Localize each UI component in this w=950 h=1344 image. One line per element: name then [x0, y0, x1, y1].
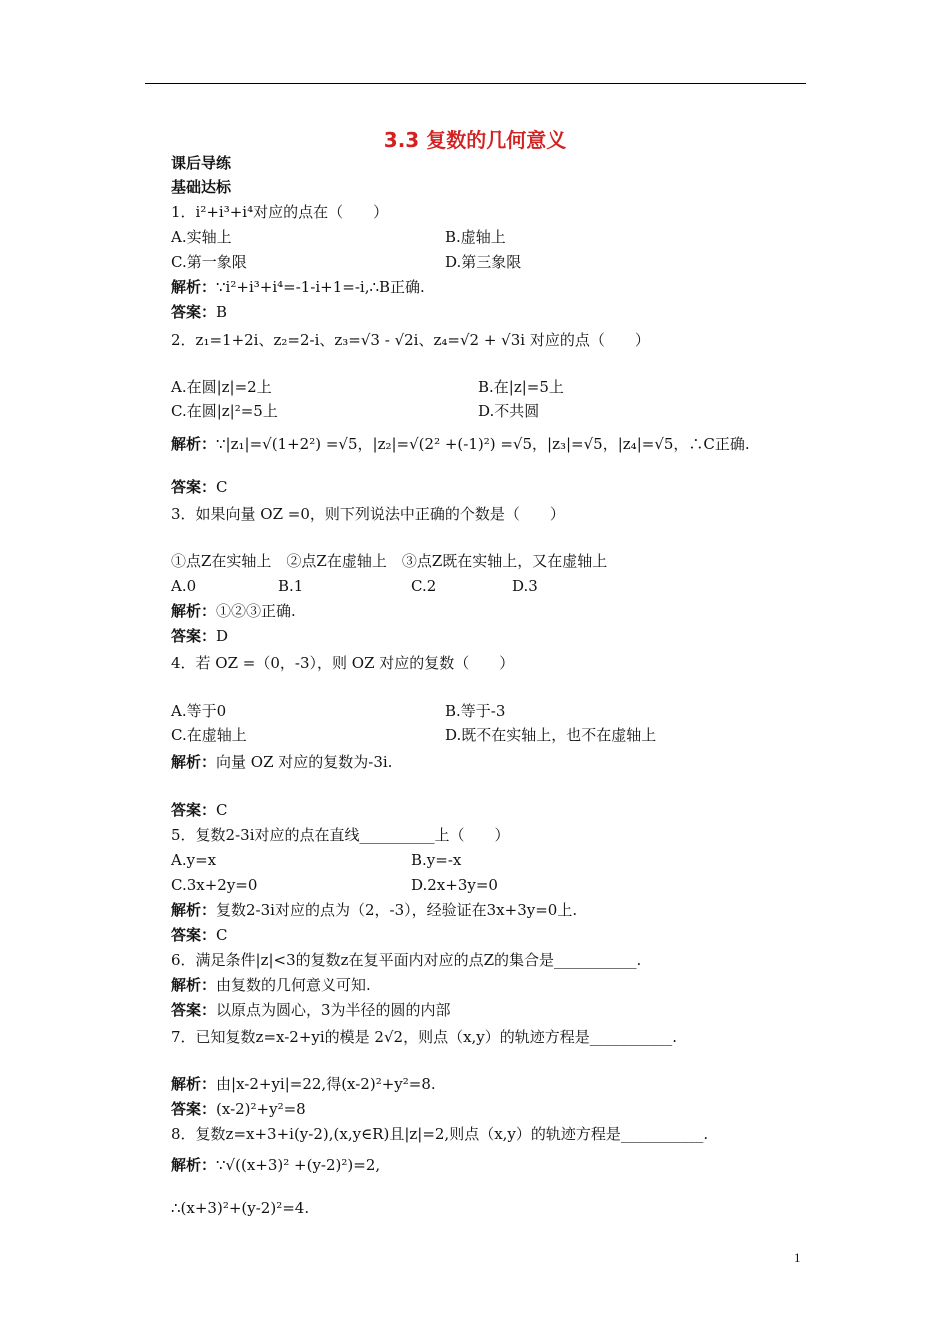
conclusion: ∴(x+3)²+(y-2)²=4.	[171, 1199, 310, 1217]
option: B.在|z|=5上	[478, 378, 564, 396]
option: A.在圆|z|=2上	[171, 378, 272, 396]
answer-label: 答案：	[171, 926, 217, 944]
analysis: 解析：①②③正确.	[171, 602, 296, 620]
option: B.等于-3	[445, 702, 506, 720]
analysis-label: 解析：	[171, 753, 217, 771]
question: 8．复数z=x+3+i(y-2),(x,y∈R)且|z|=2,则点（x,y）的轨迹方程是___________.	[171, 1125, 709, 1143]
answer-label: 答案：	[171, 627, 217, 645]
analysis-label: 解析：	[171, 278, 217, 296]
question: 2．z₁=1+2i、z₂=2-i、z₃=√3 - √2i、z₄=√2 + √3i 对应的点（ ）	[171, 331, 650, 349]
page-title: 3.3 复数的几何意义	[383, 128, 567, 152]
option: D.既不在实轴上，也不在虚轴上	[445, 726, 657, 744]
question: 1．i²+i³+i⁴对应的点在（ ）	[171, 203, 389, 221]
analysis: 解析：复数2-3i对应的点为（2，-3），经验证在3x+3y=0上.	[171, 901, 578, 919]
question: 5．复数2-3i对应的点在直线__________上（ ）	[171, 826, 510, 844]
option: D.3	[512, 577, 538, 595]
answer-label: 答案：	[171, 303, 217, 321]
option: C.3x+2y=0	[171, 876, 258, 894]
option: A.y=x	[171, 851, 217, 869]
analysis-label: 解析：	[171, 901, 217, 919]
answer-label: 答案：	[171, 1100, 217, 1118]
option: D.第三象限	[445, 253, 522, 271]
option: C.第一象限	[171, 253, 247, 271]
question: 4．若 OZ =（0，-3），则 OZ 对应的复数（ ）	[171, 654, 515, 672]
section-heading: 基础达标	[171, 178, 232, 196]
answer-label: 答案：	[171, 801, 217, 819]
option: B.虚轴上	[445, 228, 506, 246]
statements: ①点Z在实轴上 ②点Z在虚轴上 ③点Z既在实轴上，又在虚轴上	[171, 552, 608, 570]
option: D.不共圆	[478, 402, 540, 420]
analysis-label: 解析：	[171, 1156, 217, 1174]
analysis: 解析：∵√((x+3)² +(y-2)²)=2,	[171, 1156, 381, 1174]
option: B.1	[278, 577, 304, 595]
answer: 答案：(x-2)²+y²=8	[171, 1100, 306, 1118]
answer: 答案：C	[171, 926, 228, 944]
option: A.实轴上	[171, 228, 232, 246]
answer-label: 答案：	[171, 478, 217, 496]
answer: 答案：C	[171, 478, 228, 496]
answer: 答案：以原点为圆心，3为半径的圆的内部	[171, 1001, 451, 1019]
analysis-label: 解析：	[171, 976, 217, 994]
answer: 答案：C	[171, 801, 228, 819]
analysis: 解析：∵i²+i³+i⁴=-1-i+1=-i,∴B正确.	[171, 278, 425, 296]
analysis: 解析：∵|z₁|=√(1+2²) =√5，|z₂|=√(2² +(-1)²) =√5，|z₃|=√5，|z₄|=√5，∴C正确.	[171, 435, 750, 453]
question: 7．已知复数z=x-2+yi的模是 2√2，则点（x,y）的轨迹方程是___________.	[171, 1028, 678, 1046]
analysis-label: 解析：	[171, 1075, 217, 1093]
question: 3．如果向量 OZ =0，则下列说法中正确的个数是（ ）	[171, 505, 565, 523]
section-heading: 课后导练	[171, 154, 232, 172]
option: C.在虚轴上	[171, 726, 247, 744]
analysis: 解析：向量 OZ 对应的复数为-3i.	[171, 753, 393, 771]
answer: 答案：B	[171, 303, 228, 321]
option: C.在圆|z|²=5上	[171, 402, 278, 420]
option: D.2x+3y=0	[411, 876, 498, 894]
analysis: 解析：由复数的几何意义可知.	[171, 976, 371, 994]
page-number: 1	[794, 1250, 801, 1265]
question: 6．满足条件|z|<3的复数z在复平面内对应的点Z的集合是___________.	[171, 951, 642, 969]
option: A.0	[171, 577, 197, 595]
analysis-label: 解析：	[171, 435, 217, 453]
header-rule	[145, 83, 806, 84]
analysis-label: 解析：	[171, 602, 217, 620]
answer-label: 答案：	[171, 1001, 217, 1019]
analysis: 解析：由|x-2+yi|=22,得(x-2)²+y²=8.	[171, 1075, 436, 1093]
option: B.y=-x	[411, 851, 462, 869]
option: A.等于0	[171, 702, 227, 720]
answer: 答案：D	[171, 627, 229, 645]
option: C.2	[411, 577, 437, 595]
